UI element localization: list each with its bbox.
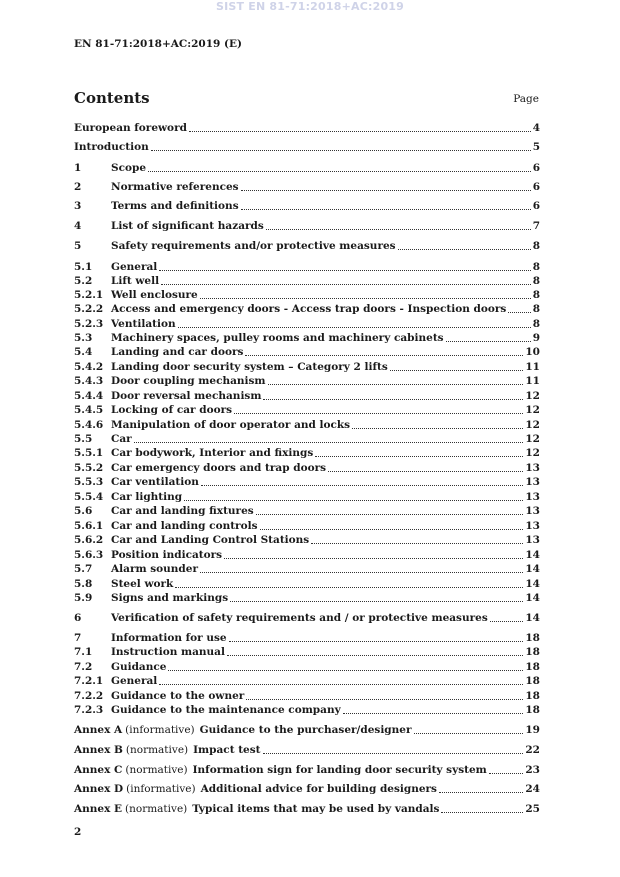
- dot-leader: [441, 812, 523, 813]
- toc-entry-title: Car ventilation: [111, 476, 199, 488]
- dot-leader: [398, 249, 531, 250]
- dot-leader: [200, 572, 523, 573]
- annex-title: Additional advice for building designers: [200, 783, 437, 795]
- annex-type: (normative): [125, 764, 188, 776]
- toc-entry-page: 10: [525, 346, 540, 358]
- dot-leader: [256, 514, 524, 515]
- annex-label: Annex C: [74, 764, 123, 776]
- toc-entry-number: 5.7: [74, 563, 93, 575]
- dot-leader: [268, 384, 524, 385]
- toc-entry-title: Locking of car doors: [111, 404, 233, 416]
- document-identifier: EN 81-71:2018+AC:2019 (E): [74, 38, 242, 50]
- toc-entry-number: 5.4.6: [74, 419, 104, 431]
- toc-entry[interactable]: [74, 260, 540, 274]
- toc-entry-title: Manipulation of door operator and locks: [111, 419, 351, 431]
- dot-leader: [234, 413, 523, 414]
- toc-entry[interactable]: [74, 577, 540, 591]
- dot-leader: [241, 190, 531, 191]
- toc-entry[interactable]: [74, 180, 540, 194]
- toc-entry-title: Signs and markings: [111, 592, 229, 604]
- toc-entry-page: 8: [532, 261, 540, 273]
- annex-title: Guidance to the purchaser/designer: [199, 724, 412, 736]
- toc-entry-page: 14: [525, 563, 540, 575]
- dot-leader: [178, 327, 531, 328]
- toc-entry-title: Steel work: [111, 578, 174, 590]
- dot-leader: [328, 471, 523, 472]
- toc-entry-title: General: [111, 675, 158, 687]
- toc-entry[interactable]: [74, 389, 540, 403]
- dot-leader: [315, 456, 523, 457]
- toc-entry-number: 6: [74, 612, 82, 624]
- toc-entry-number: 4: [74, 220, 82, 232]
- dot-leader: [245, 355, 523, 356]
- dot-leader: [508, 312, 530, 313]
- toc-entry-page: 8: [532, 303, 540, 315]
- toc-entry[interactable]: [74, 660, 540, 674]
- toc-entry-page: 5: [532, 141, 540, 153]
- toc-entry-number: 5.2.1: [74, 289, 104, 301]
- dot-leader: [263, 753, 524, 754]
- dot-leader: [343, 713, 524, 714]
- toc-entry-page: 14: [525, 592, 540, 604]
- dot-leader: [246, 699, 523, 700]
- toc-entry-title: Guidance to the maintenance company: [111, 704, 341, 716]
- toc-entry-number: 5.4.4: [74, 390, 104, 402]
- toc-entry-title: Landing door security system – Category 2 lifts: [111, 361, 388, 373]
- toc-entry-number: 7.2.3: [74, 704, 104, 716]
- dot-leader: [201, 485, 524, 486]
- toc-entry-page: 13: [525, 491, 540, 503]
- toc-entry[interactable]: [74, 219, 540, 233]
- toc-entry[interactable]: [74, 504, 540, 518]
- toc-annex-entry[interactable]: [74, 743, 540, 757]
- toc-entry[interactable]: [74, 611, 540, 625]
- toc-entry[interactable]: [74, 418, 540, 432]
- toc-entry-page: 8: [532, 289, 540, 301]
- toc-entry[interactable]: [74, 302, 540, 316]
- dot-leader: [414, 733, 524, 734]
- dot-leader: [227, 655, 523, 656]
- toc-entry-page: 18: [525, 704, 540, 716]
- toc-entry-number: 5.6.3: [74, 549, 104, 561]
- toc-entry[interactable]: [74, 239, 540, 253]
- toc-entry-number: 5.5: [74, 433, 93, 445]
- toc-entry[interactable]: [74, 703, 540, 717]
- toc-entry-page: 11: [525, 361, 540, 373]
- toc-entry-page: 13: [525, 534, 540, 546]
- toc-entry[interactable]: [74, 121, 540, 135]
- toc-entry-title: List of significant hazards: [111, 220, 264, 232]
- toc-entry-page: 6: [532, 200, 540, 212]
- toc-entry-page: 12: [525, 404, 540, 416]
- toc-entry-number: 7: [74, 632, 82, 644]
- toc-entry-number: 7.2.2: [74, 690, 104, 702]
- dot-leader: [184, 500, 523, 501]
- toc-entry-page: 9: [532, 332, 540, 344]
- toc-entry-number: 5.2.2: [74, 303, 104, 315]
- toc-entry[interactable]: [74, 461, 540, 475]
- toc-entry-page: 7: [532, 220, 540, 232]
- toc-entry-title: General: [111, 261, 158, 273]
- toc-entry-page: 8: [532, 318, 540, 330]
- annex-title: Impact test: [193, 744, 261, 756]
- dot-leader: [241, 209, 531, 210]
- annex-title: Information sign for landing door security system: [192, 764, 487, 776]
- dot-leader: [446, 341, 531, 342]
- dot-leader: [230, 601, 523, 602]
- toc-entry-page: 11: [525, 375, 540, 387]
- toc-entry-title: Terms and definitions: [111, 200, 239, 212]
- toc-entry-number: 5.5.4: [74, 491, 104, 503]
- toc-entry-title: Introduction: [74, 141, 149, 153]
- toc-entry-number: 1: [74, 162, 82, 174]
- toc-entry-page: 12: [525, 447, 540, 459]
- dot-leader: [490, 621, 524, 622]
- toc-entry[interactable]: [74, 317, 540, 331]
- dot-leader: [189, 131, 531, 132]
- toc-entry-title: Instruction manual: [111, 646, 225, 658]
- watermark: SIST EN 81-71:2018+AC:2019: [215, 0, 405, 13]
- toc-entry-title: Well enclosure: [111, 289, 198, 301]
- toc-entry[interactable]: [74, 475, 540, 489]
- toc-entry-number: 5.6.2: [74, 534, 104, 546]
- toc-entry[interactable]: [74, 199, 540, 213]
- toc-entry-title: Door reversal mechanism: [111, 390, 262, 402]
- toc-entry-page: 4: [532, 122, 540, 134]
- dot-leader: [159, 684, 523, 685]
- toc-entry[interactable]: [74, 631, 540, 645]
- dot-leader: [134, 442, 524, 443]
- toc-entry-number: 5.8: [74, 578, 93, 590]
- toc-entry-number: 5.5.3: [74, 476, 104, 488]
- dot-leader: [200, 298, 531, 299]
- toc-annex-entry[interactable]: [74, 782, 540, 796]
- toc-entry-title: Information for use: [111, 632, 227, 644]
- toc-entry-title: Normative references: [111, 181, 239, 193]
- toc-entry-title: European foreword: [74, 122, 187, 134]
- toc-entry[interactable]: [74, 140, 540, 154]
- toc-entry-page: 14: [525, 549, 540, 561]
- contents-heading: Contents: [74, 89, 150, 107]
- toc-entry-title: Car bodywork, Interior and fixings: [111, 447, 314, 459]
- annex-label: Annex D: [74, 783, 124, 795]
- toc-entry-title: Landing and car doors: [111, 346, 244, 358]
- toc-entry-number: 5.5.1: [74, 447, 104, 459]
- toc-entry[interactable]: [74, 548, 540, 562]
- toc-entry-number: 5.2: [74, 275, 93, 287]
- toc-entry[interactable]: [74, 591, 540, 605]
- annex-label: Annex E: [74, 803, 123, 815]
- annex-type: (normative): [125, 744, 189, 756]
- toc-entry-number: 3: [74, 200, 82, 212]
- toc-entry-number: 5.4.2: [74, 361, 104, 373]
- toc-entry[interactable]: [74, 161, 540, 175]
- toc-entry-title: Car: [111, 433, 132, 445]
- toc-entry[interactable]: [74, 490, 540, 504]
- dot-leader: [489, 773, 524, 774]
- toc-entry-number: 2: [74, 181, 82, 193]
- dot-leader: [260, 529, 524, 530]
- annex-label: Annex A: [74, 724, 123, 736]
- dot-leader: [159, 270, 530, 271]
- toc-entry-page: 8: [532, 240, 540, 252]
- toc-entry-page: 8: [532, 275, 540, 287]
- toc-annex-entry[interactable]: [74, 763, 540, 777]
- toc-entry[interactable]: [74, 403, 540, 417]
- toc-entry-title: Ventilation: [111, 318, 176, 330]
- annex-page: 19: [525, 724, 540, 736]
- dot-leader: [266, 229, 531, 230]
- toc-entry-title: Safety requirements and/or protective measures: [111, 240, 396, 252]
- toc-entry-number: 5.3: [74, 332, 93, 344]
- toc-entry-title: Car emergency doors and trap doors: [111, 462, 327, 474]
- toc-entry[interactable]: [74, 519, 540, 533]
- toc-entry-title: Scope: [111, 162, 147, 174]
- dot-leader: [439, 792, 523, 793]
- toc-entry[interactable]: [74, 345, 540, 359]
- dot-leader: [151, 150, 531, 151]
- toc-entry-page: 13: [525, 505, 540, 517]
- toc-entry-number: 5.6: [74, 505, 93, 517]
- toc-entry[interactable]: [74, 533, 540, 547]
- toc-entry-page: 14: [525, 612, 540, 624]
- toc-entry-number: 5.4.3: [74, 375, 104, 387]
- toc-entry[interactable]: [74, 374, 540, 388]
- toc-entry-page: 6: [532, 162, 540, 174]
- toc-entry-page: 18: [525, 690, 540, 702]
- dot-leader: [311, 543, 523, 544]
- toc-entry-title: Verification of safety requirements and / or protective measures: [111, 612, 488, 624]
- toc-entry-page: 12: [525, 433, 540, 445]
- toc-entry-number: 5.6.1: [74, 520, 104, 532]
- toc-entry[interactable]: [74, 446, 540, 460]
- toc-entry-page: 18: [525, 632, 540, 644]
- dot-leader: [352, 428, 523, 429]
- dot-leader: [224, 558, 523, 559]
- toc-entry-title: Guidance to the owner: [111, 690, 245, 702]
- annex-label: Annex B: [74, 744, 123, 756]
- dot-leader: [263, 399, 523, 400]
- toc-entry[interactable]: [74, 331, 540, 345]
- toc-entry-title: Car lighting: [111, 491, 183, 503]
- toc-entry-page: 13: [525, 462, 540, 474]
- toc-entry[interactable]: [74, 360, 540, 374]
- toc-entry-number: 5.9: [74, 592, 93, 604]
- toc-entry-page: 18: [525, 675, 540, 687]
- toc-entry-number: 7.1: [74, 646, 93, 658]
- footer-page-number: 2: [74, 826, 82, 838]
- toc-entry[interactable]: [74, 562, 540, 576]
- toc-entry[interactable]: [74, 288, 540, 302]
- dot-leader: [229, 641, 524, 642]
- toc-entry-number: 7.2: [74, 661, 93, 673]
- toc-entry-title: Car and Landing Control Stations: [111, 534, 310, 546]
- annex-type: (informative): [125, 724, 195, 736]
- toc-entry-title: Alarm sounder: [111, 563, 198, 575]
- toc-entry-page: 18: [525, 646, 540, 658]
- toc-entry-number: 5.2.3: [74, 318, 104, 330]
- toc-entry-title: Guidance: [111, 661, 167, 673]
- toc-annex-entry[interactable]: [74, 802, 540, 816]
- annex-page: 24: [525, 783, 540, 795]
- annex-type: (informative): [126, 783, 196, 795]
- toc-entry-page: 6: [532, 181, 540, 193]
- dot-leader: [175, 587, 523, 588]
- annex-page: 22: [525, 744, 540, 756]
- toc-entry[interactable]: [74, 674, 540, 688]
- dot-leader: [168, 670, 523, 671]
- toc-entry-title: Door coupling mechanism: [111, 375, 266, 387]
- annex-type: (normative): [125, 803, 188, 815]
- toc-annex-entry[interactable]: [74, 723, 540, 737]
- toc-entry[interactable]: [74, 274, 540, 288]
- toc-entry-number: 7.2.1: [74, 675, 104, 687]
- toc-entry-page: 13: [525, 476, 540, 488]
- toc-entry[interactable]: [74, 432, 540, 446]
- dot-leader: [148, 171, 531, 172]
- toc-entry-number: 5.5.2: [74, 462, 104, 474]
- annex-page: 25: [525, 803, 540, 815]
- toc-entry-title: Position indicators: [111, 549, 223, 561]
- toc-entry-page: 13: [525, 520, 540, 532]
- toc-entry-number: 5: [74, 240, 82, 252]
- dot-leader: [161, 284, 531, 285]
- page-column-label: Page: [513, 93, 539, 105]
- toc-entry-title: Machinery spaces, pulley rooms and machinery cabinets: [111, 332, 444, 344]
- toc-entry-title: Car and landing controls: [111, 520, 258, 532]
- annex-page: 23: [525, 764, 540, 776]
- dot-leader: [390, 370, 524, 371]
- toc-entry[interactable]: [74, 689, 540, 703]
- toc-entry-title: Car and landing fixtures: [111, 505, 254, 517]
- toc-entry-page: 18: [525, 661, 540, 673]
- toc-entry-page: 14: [525, 578, 540, 590]
- toc-entry-number: 5.4: [74, 346, 93, 358]
- toc-entry-page: 12: [525, 419, 540, 431]
- annex-title: Typical items that may be used by vandals: [192, 803, 440, 815]
- toc-entry-number: 5.1: [74, 261, 93, 273]
- toc-entry-title: Access and emergency doors - Access trap doors - Inspection doors: [111, 303, 507, 315]
- toc-entry-page: 12: [525, 390, 540, 402]
- toc-entry-title: Lift well: [111, 275, 160, 287]
- toc-entry-number: 5.4.5: [74, 404, 104, 416]
- toc-entry[interactable]: [74, 645, 540, 659]
